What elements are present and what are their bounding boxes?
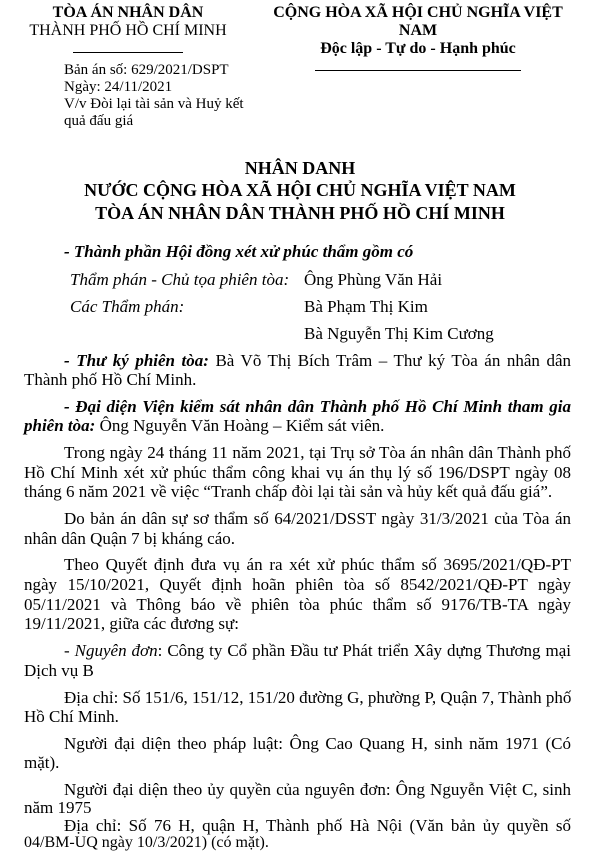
address2-line2: 04/BM-UQ ngày 10/3/2021) (có mặt). [24, 834, 269, 851]
plaintiff-name: : Công ty Cổ phần Đầu tư Phát triển Xây dựng Thương mại [157, 641, 571, 660]
auth-rep-line2: năm 1975 [24, 798, 92, 817]
address2-line1: Địa chỉ: Số 76 H, quận H, Thành phố Hà Nội (Văn bản ủy quyền số [64, 816, 571, 835]
presiding-label: Thẩm phán - Chủ tọa phiên tòa: [70, 270, 290, 289]
judges-label: Các Thẩm phán: [70, 297, 185, 316]
case-subject-line1: V/v Đòi lại tài sản và Huỷ kết [64, 96, 244, 112]
para2-line2: nhân dân Quận 7 bị kháng cáo. [24, 529, 236, 548]
clerk-line2: Thành phố Hồ Chí Minh. [24, 370, 197, 389]
procuracy-label-line1: - Đại diện Viện kiểm sát nhân dân Thành phố Hồ Chí Minh tham gia [64, 397, 571, 416]
para1-line1: Trong ngày 24 tháng 11 năm 2021, tại Trụ sở Tòa án nhân dân Thành phố [64, 443, 571, 462]
legal-rep-line1: Người đại diện theo pháp luật: Ông Cao Quang H, sinh năm 1971 (Có [64, 734, 571, 753]
presiding-name: Ông Phùng Văn Hải [304, 270, 443, 289]
court-underline [73, 52, 183, 53]
para3-line3: 05/11/2021 và Thông báo về phiên tòa phúc thẩm số 9176/TB-TA ngày [24, 595, 571, 614]
court-city: THÀNH PHỐ HỒ CHÍ MINH [29, 22, 227, 39]
plaintiff-label: - Nguyên đơn [64, 641, 158, 660]
nation-name: CỘNG HÒA XÃ HỘI CHỦ NGHĨA VIỆT NAM [273, 4, 563, 39]
para3-line2: ngày 15/10/2021, Quyết định hoãn phiên tòa số 8542/2021/QĐ-PT ngày [24, 575, 571, 594]
motto-underline [315, 70, 521, 71]
judge-1: Bà Phạm Thị Kim [304, 297, 428, 316]
procuracy-line2 [24, 416, 384, 436]
nation-motto: Độc lập - Tự do - Hạnh phúc [320, 40, 516, 57]
case-date: Ngày: 24/11/2021 [64, 79, 173, 95]
case-subject-line2: quả đấu giá [64, 113, 134, 129]
title-nation: NƯỚC CỘNG HÒA XÃ HỘI CHỦ NGHĨA VIỆT NAM [84, 180, 516, 200]
para1-line3: tháng 6 năm 2021 về việc “Tranh chấp đòi lại tài sản và hủy kết quả đấu giá”. [24, 482, 553, 501]
case-reference [64, 62, 244, 130]
case-number: Bản án số: 629/2021/DSPT [64, 62, 229, 78]
court-header [23, 4, 233, 58]
clerk-label: - Thư ký phiên tòa: [64, 351, 209, 370]
panel-heading: - Thành phần Hội đồng xét xử phúc thẩm gồm có [64, 242, 414, 261]
national-header [262, 4, 574, 76]
address1-line1: Địa chỉ: Số 151/6, 151/12, 151/20 đường G, phường P, Quận 7, Thành phố [64, 688, 572, 707]
court-name: TÒA ÁN NHÂN DÂN [52, 4, 204, 21]
auth-rep-line1: Người đại diện theo ủy quyền của nguyên đơn: Ông Nguyễn Việt C, sinh [64, 780, 571, 799]
clerk-name: Bà Võ Thị Bích Trâm – Thư ký Tòa án nhân dân [208, 351, 571, 370]
title-in-the-name: NHÂN DANH [244, 158, 356, 178]
plaintiff-line1 [64, 641, 571, 661]
judge-2: Bà Nguyễn Thị Kim Cương [304, 324, 494, 343]
legal-rep-line2: mặt). [24, 753, 60, 772]
clerk-line1 [64, 351, 571, 371]
procuracy-prosecutor: Ông Nguyễn Văn Hoàng – Kiểm sát viên. [95, 416, 385, 435]
title-court: TÒA ÁN NHÂN DÂN THÀNH PHỐ HỒ CHÍ MINH [95, 203, 505, 223]
para2-line1: Do bản án dân sự sơ thẩm số 64/2021/DSST ngày 31/3/2021 của Tòa án [64, 509, 571, 528]
para1-line2: Hồ Chí Minh xét xử phúc thẩm công khai vụ án thụ lý số 196/DSPT ngày 08 [24, 463, 571, 482]
para3-line4: 19/11/2021, giữa các đương sự: [24, 614, 239, 633]
address1-line2: Hồ Chí Minh. [24, 707, 119, 726]
procuracy-label-line2: phiên tòa: [24, 416, 96, 435]
plaintiff-line2: Dịch vụ B [24, 661, 94, 680]
para3-line1: Theo Quyết định đưa vụ án ra xét xử phúc thẩm số 3695/2021/QĐ-PT [64, 555, 571, 574]
